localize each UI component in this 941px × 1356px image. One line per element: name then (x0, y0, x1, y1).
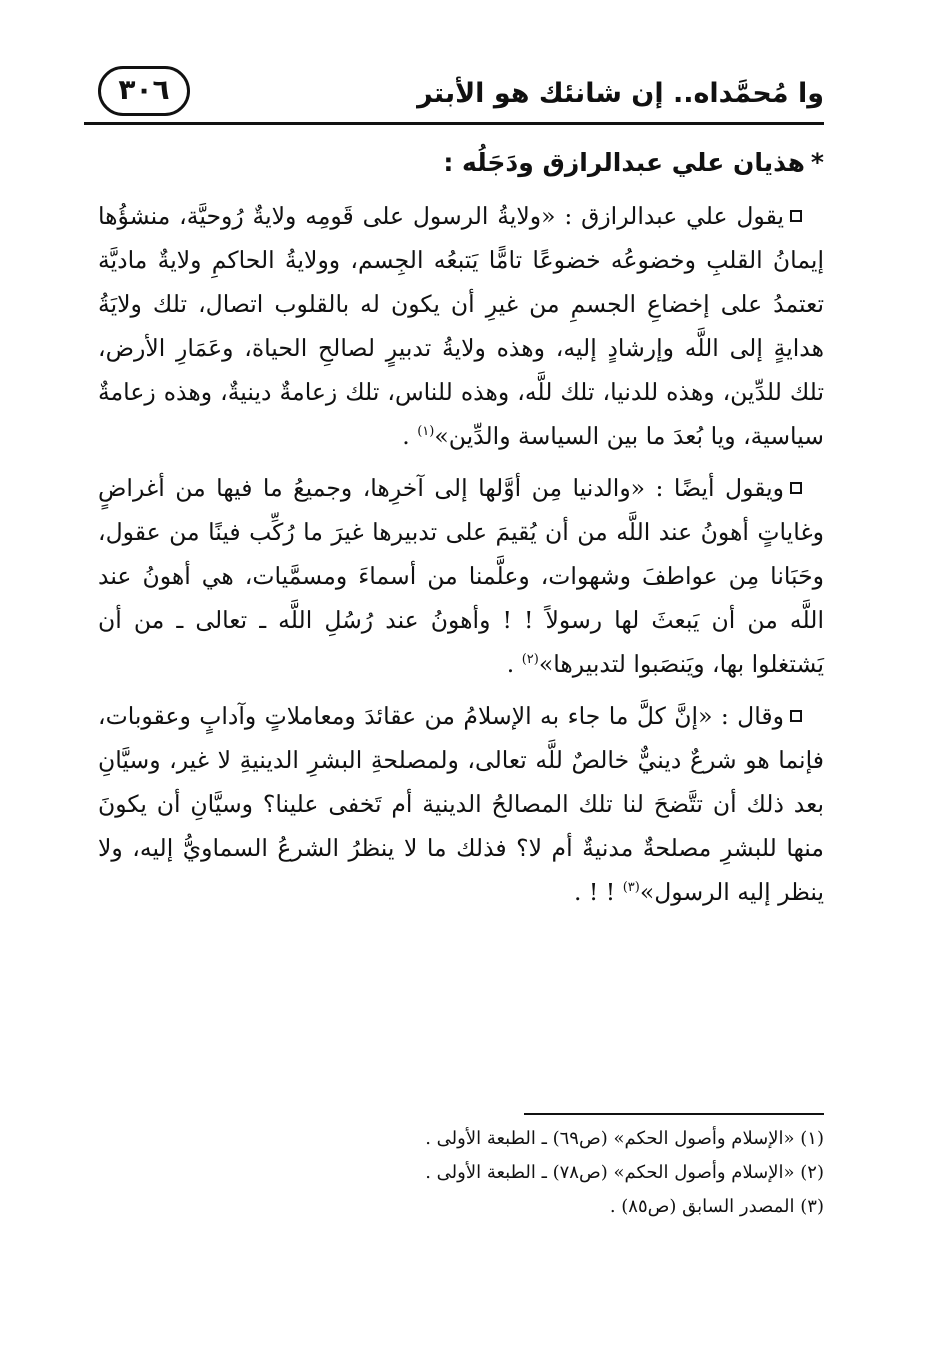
paragraph-text: وقال : «إنَّ كلَّ ما جاء به الإسلامُ من عقائدَ ومعاملاتٍ وآدابٍ وعقوبات، فإنما هو شرعٌ دينيٌّ خالصٌ للَّه تعالى، ولمصلحةِ البشرِ الدينيةِ لا غير، وسيَّانِ بعد ذلك أن تتَّضحَ لنا تلك المصالحُ الدينية أم تَخفى علينا؟ وسيَّانِ أن يكونَ منها للبشرِ مصلحةٌ مدنيةٌ أم لا؟ فذلك ما لا ينظرُ الشرعُ السماويُّ إليه، ولا ينظر إليه الرسول» (98, 702, 824, 906)
section-heading-text: هذيان علي عبدالرازق ودَجَلُه : (443, 148, 805, 177)
square-bullet-icon (790, 482, 802, 494)
paragraph-tail: . (402, 422, 418, 450)
paragraph-tail: . (506, 650, 522, 678)
paragraph-text: ويقول أيضًا : «والدنيا مِن أوَّلها إلى آخرِها، وجميعُ ما فيها من أغراضٍ وغاياتٍ أهونُ عند اللَّه من أن يُقيمَ على تدبيرها غيرَ ما رُكِّب فينًا من عقول، وحَبَانا مِن عواطفَ وشهوات، وعلَّمنا من أسماءَ ومسمَّيات، هي أهونُ عند اللَّه من أن يَبعثَ لها رسولاً ! ! وأهونُ عند رُسُلِ اللَّه ـ تعالى ـ من أن يَشتغلوا بها، ويَنصَبوا لتدبيرها» (98, 474, 824, 678)
paragraph-3 (98, 694, 824, 914)
footnotes (224, 1122, 824, 1224)
footnote-3: (٣) المصدر السابق (ص٨٥) . (609, 1196, 824, 1217)
footnote-reference: (١) (417, 424, 435, 440)
header-rule (84, 122, 824, 125)
page-number-badge: ٣٠٦ (98, 66, 190, 116)
main-text (98, 140, 824, 922)
running-header (84, 62, 824, 124)
footnote-1: (١) «الإسلام وأصول الحكم» (ص٦٩) ـ الطبعة الأولى . (425, 1128, 824, 1149)
footnote-reference: (٢) (521, 652, 539, 668)
paragraph-text: يقول علي عبدالرازق : «ولايةُ الرسول على قَومِه ولايةٌ رُوحيَّة، منشؤُها إيمانُ القلبِ وخضوعُه خضوعًا تامًّا يَتبعُه الجِسم، وولايةُ الحاكمِ ولايةٌ ماديَّة تعتمدُ على إخضاعِ الجسمِ من غيرِ أن يكون له بالقلوب اتصال، تلك ولايَةُ هدايةٍ إلى اللَّه وإرشادٍ إليه، وهذه ولايةُ تدبيرٍ لصالحِ الحياة، وعَمَارِ الأرض، تلك للدِّين، وهذه للدنيا، تلك للَّه، وهذه للناس، تلك زعامةٌ دينيةٌ، وهذه زعامةٌ سياسية، ويا بُعدَ ما بين السياسة والدِّين» (98, 202, 824, 450)
paragraph-2 (98, 466, 824, 686)
paragraph-tail: ! ! . (573, 878, 623, 906)
running-header-title: وا مُحمَّداه.. إن شانئك هو الأبتر (417, 78, 824, 109)
section-heading (98, 140, 824, 186)
footnote-2: (٢) «الإسلام وأصول الحكم» (ص٧٨) ـ الطبعة الأولى . (425, 1162, 824, 1183)
square-bullet-icon (790, 710, 802, 722)
footnote-reference: (٣) (622, 880, 640, 896)
footnote-separator (524, 1113, 824, 1115)
paragraph-1 (98, 194, 824, 458)
square-bullet-icon (790, 210, 802, 222)
heading-asterisk-marker: * (810, 148, 824, 177)
